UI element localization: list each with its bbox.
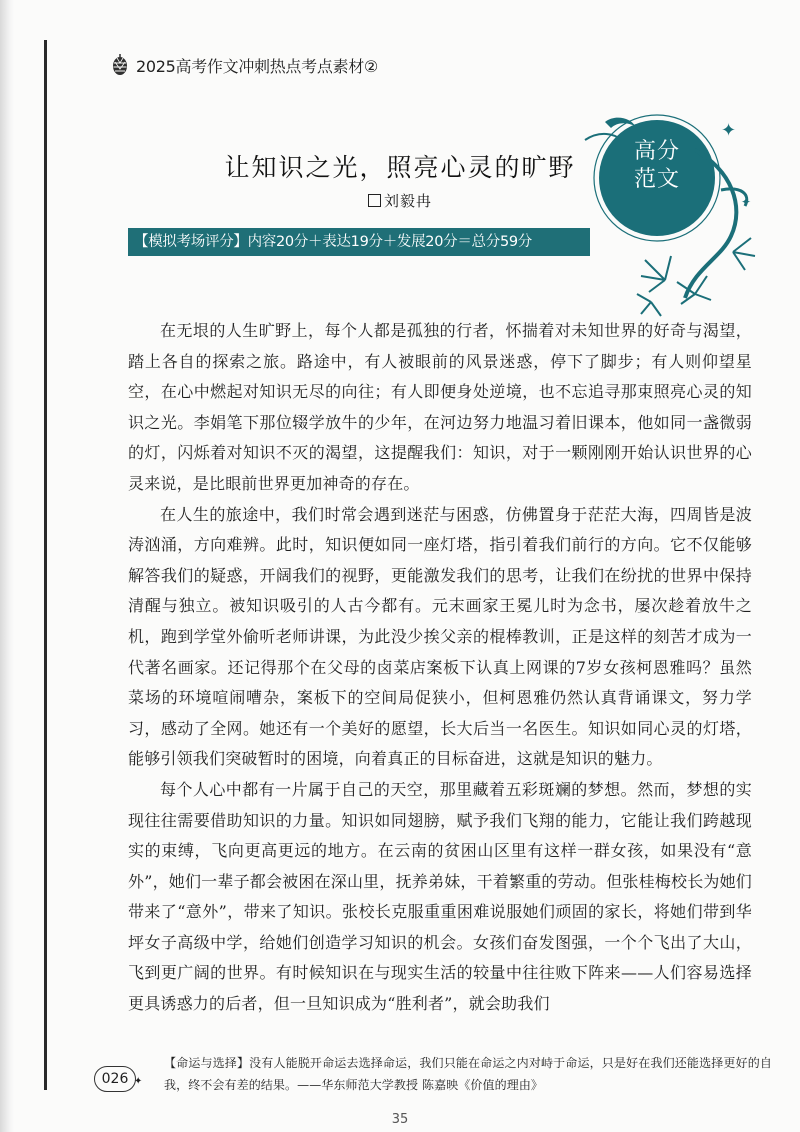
paragraph: 每个人心中都有一片属于自己的天空，那里藏着五彩斑斓的梦想。然而，梦想的实现往往需要借助知识的力量。知识如同翅膀，赋予我们飞翔的能力，它能让我们跨越现实的束缚，飞向更高更远的地方。在云南的贫困山区里有这样一群女孩，如果没有“意外”，她们一辈子都会被困在深山里，抚养弟妹，干着繁重的劳动。但张桂梅校长为她们带来了“意外”，带来了知识。张校长克服重重困难说服她们顽固的家长，将她们带到华坪女子高级中学，给她们创造学习知识的机会。女孩们奋发图强，一个个飞出了大山，飞到更广阔的世界。有时候知识在与现实生活的较量中往往败下阵来——人们容易选择更具诱惑力的后者，但一旦知识成为“胜利者”，就会助我们 [128, 779, 752, 1014]
author-line [0, 190, 800, 211]
footnote-quote: 【命运与选择】没有人能脱开命运去选择命运，我们只能在命运之内对峙于命运，只是好在我们还能选择更好的自我，终不会有差的结果。——华东师范大学教授 陈嘉映《价值的理由》 [164, 1056, 772, 1092]
sparkle-icon: ✦ [134, 1076, 143, 1087]
score-bar: 【模拟考场评分】内容20分＋表达19分＋发展20分＝总分59分 [128, 228, 590, 256]
scan-page-number: 35 [391, 1112, 409, 1127]
series-header [108, 50, 378, 80]
svg-text:✦: ✦ [721, 120, 737, 141]
paragraph: 在无垠的人生旷野上，每个人都是孤独的行者，怀揣着对未知世界的好奇与渴望，踏上各自的探索之旅。路途中，有人被眼前的风景迷惑，停下了脚步；有人则仰望星空，在心中燃起对知识无尽的向往；有人即便身处逆境，也不忘追寻那束照亮心灵的知识之光。李娟笔下那位辍学放牛的少年，在河边努力地温习着旧课本，他如同一盏微弱的灯，闪烁着对知识不灭的渴望，这提醒我们：知识，对于一颗刚刚开始认识世界的心灵来说，是比眼前世界更加神奇的存在。 [128, 321, 752, 493]
article-body [128, 316, 752, 1020]
paragraph: 在人生的旅途中，我们时常会遇到迷茫与困惑，仿佛置身于茫茫大海，四周皆是波涛汹涌，方向难辨。此时，知识便如同一座灯塔，指引着我们前行的方向。它不仅能够解答我们的疑惑，开阔我们的视野，更能激发我们的思考，让我们在纷扰的世界中保持清醒与独立。被知识吸引的人古今都有。元末画家王冕儿时为念书，屡次趁着放牛之机，跑到学堂外偷听老师讲课，为此没少挨父亲的棍棒教训，正是这样的刻苦才成为一代著名画家。还记得那个在父母的卤菜店案板下认真上网课的7岁女孩柯恩雅吗？虽然菜场的环境喧闹嘈杂，案板下的空间局促狭小，但柯恩雅仍然认真背诵课文，努力学习，感动了全网。她还有一个美好的愿望，长大后当一名医生。知识如同心灵的灯塔，能够引领我们突破暂时的困境，向着真正的目标奋进，这就是知识的魅力。 [128, 504, 752, 769]
badge-line-2: 范文 [633, 167, 680, 192]
page-number: 026 [94, 1066, 136, 1092]
svg-text:✦: ✦ [741, 195, 752, 209]
article-title: 让知识之光，照亮心灵的旷野 [224, 153, 576, 182]
author-box-icon [368, 194, 381, 207]
badge-line-1: 高分 [633, 139, 680, 164]
series-title: 2025高考作文冲刺热点考点素材② [136, 56, 378, 76]
pinecone-logo-icon [108, 53, 132, 77]
author-name: 刘毅冉 [383, 192, 432, 210]
